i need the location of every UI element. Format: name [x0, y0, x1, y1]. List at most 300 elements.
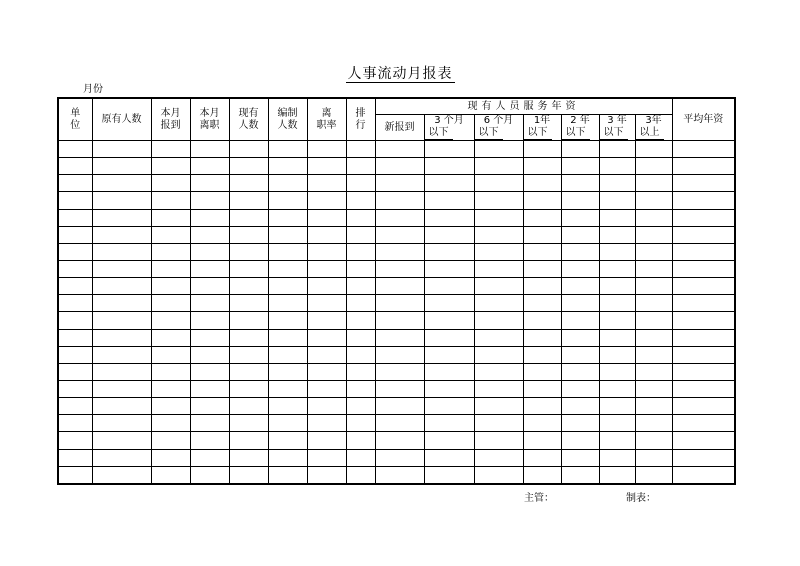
table-cell[interactable]	[58, 329, 92, 346]
table-cell[interactable]	[346, 226, 375, 243]
table-cell[interactable]	[523, 141, 561, 158]
table-cell[interactable]	[307, 175, 346, 192]
table-cell[interactable]	[672, 141, 735, 158]
table-cell[interactable]	[424, 175, 474, 192]
table-cell[interactable]	[268, 209, 307, 226]
table-cell[interactable]	[151, 346, 190, 363]
table-cell[interactable]	[635, 466, 672, 484]
table-cell[interactable]	[635, 363, 672, 380]
table-cell[interactable]	[268, 449, 307, 466]
table-cell[interactable]	[424, 192, 474, 209]
table-cell[interactable]	[523, 415, 561, 432]
table-cell[interactable]	[561, 260, 599, 277]
table-cell[interactable]	[523, 209, 561, 226]
table-cell[interactable]	[599, 346, 635, 363]
table-cell[interactable]	[346, 329, 375, 346]
table-cell[interactable]	[635, 278, 672, 295]
table-cell[interactable]	[635, 415, 672, 432]
table-cell[interactable]	[375, 398, 424, 415]
table-cell[interactable]	[92, 380, 151, 397]
table-cell[interactable]	[424, 432, 474, 449]
table-cell[interactable]	[229, 158, 268, 175]
table-cell[interactable]	[58, 449, 92, 466]
table-cell[interactable]	[58, 363, 92, 380]
table-cell[interactable]	[424, 260, 474, 277]
table-cell[interactable]	[190, 260, 229, 277]
table-cell[interactable]	[151, 243, 190, 260]
table-cell[interactable]	[151, 295, 190, 312]
table-cell[interactable]	[229, 363, 268, 380]
table-cell[interactable]	[307, 380, 346, 397]
table-cell[interactable]	[268, 141, 307, 158]
table-cell[interactable]	[92, 141, 151, 158]
table-cell[interactable]	[635, 295, 672, 312]
table-cell[interactable]	[523, 243, 561, 260]
table-cell[interactable]	[58, 380, 92, 397]
table-cell[interactable]	[229, 278, 268, 295]
table-cell[interactable]	[58, 346, 92, 363]
table-cell[interactable]	[672, 346, 735, 363]
table-cell[interactable]	[268, 158, 307, 175]
table-cell[interactable]	[58, 226, 92, 243]
table-cell[interactable]	[58, 415, 92, 432]
table-cell[interactable]	[523, 175, 561, 192]
table-cell[interactable]	[599, 363, 635, 380]
table-cell[interactable]	[229, 432, 268, 449]
table-cell[interactable]	[229, 329, 268, 346]
table-cell[interactable]	[474, 175, 523, 192]
table-cell[interactable]	[58, 432, 92, 449]
table-cell[interactable]	[92, 243, 151, 260]
table-cell[interactable]	[151, 312, 190, 329]
table-cell[interactable]	[672, 158, 735, 175]
table-cell[interactable]	[561, 192, 599, 209]
table-cell[interactable]	[375, 415, 424, 432]
table-cell[interactable]	[190, 346, 229, 363]
table-cell[interactable]	[151, 415, 190, 432]
table-cell[interactable]	[58, 192, 92, 209]
table-cell[interactable]	[268, 226, 307, 243]
table-cell[interactable]	[635, 329, 672, 346]
table-cell[interactable]	[672, 278, 735, 295]
table-cell[interactable]	[58, 398, 92, 415]
table-cell[interactable]	[229, 415, 268, 432]
table-cell[interactable]	[424, 158, 474, 175]
table-cell[interactable]	[561, 158, 599, 175]
table-cell[interactable]	[523, 192, 561, 209]
table-cell[interactable]	[424, 398, 474, 415]
table-cell[interactable]	[307, 260, 346, 277]
table-cell[interactable]	[346, 363, 375, 380]
table-cell[interactable]	[268, 380, 307, 397]
table-cell[interactable]	[151, 449, 190, 466]
table-cell[interactable]	[561, 141, 599, 158]
table-cell[interactable]	[523, 363, 561, 380]
table-cell[interactable]	[561, 398, 599, 415]
table-cell[interactable]	[307, 158, 346, 175]
table-cell[interactable]	[474, 226, 523, 243]
table-cell[interactable]	[268, 346, 307, 363]
table-cell[interactable]	[561, 329, 599, 346]
table-cell[interactable]	[92, 466, 151, 484]
table-cell[interactable]	[190, 278, 229, 295]
table-cell[interactable]	[672, 260, 735, 277]
table-cell[interactable]	[599, 295, 635, 312]
table-cell[interactable]	[672, 380, 735, 397]
table-cell[interactable]	[92, 175, 151, 192]
table-cell[interactable]	[229, 209, 268, 226]
table-cell[interactable]	[561, 380, 599, 397]
table-cell[interactable]	[635, 260, 672, 277]
table-cell[interactable]	[474, 415, 523, 432]
table-cell[interactable]	[307, 432, 346, 449]
table-cell[interactable]	[268, 432, 307, 449]
table-cell[interactable]	[523, 329, 561, 346]
table-cell[interactable]	[375, 209, 424, 226]
table-cell[interactable]	[424, 466, 474, 484]
table-cell[interactable]	[229, 295, 268, 312]
table-cell[interactable]	[346, 243, 375, 260]
table-cell[interactable]	[561, 175, 599, 192]
table-cell[interactable]	[474, 295, 523, 312]
table-cell[interactable]	[58, 260, 92, 277]
table-cell[interactable]	[599, 415, 635, 432]
table-cell[interactable]	[229, 398, 268, 415]
table-cell[interactable]	[523, 346, 561, 363]
table-cell[interactable]	[268, 466, 307, 484]
table-cell[interactable]	[375, 432, 424, 449]
table-cell[interactable]	[375, 158, 424, 175]
table-cell[interactable]	[190, 380, 229, 397]
table-cell[interactable]	[523, 226, 561, 243]
table-cell[interactable]	[268, 415, 307, 432]
table-cell[interactable]	[268, 329, 307, 346]
table-cell[interactable]	[424, 278, 474, 295]
table-cell[interactable]	[523, 295, 561, 312]
table-cell[interactable]	[268, 260, 307, 277]
table-cell[interactable]	[229, 192, 268, 209]
table-cell[interactable]	[561, 432, 599, 449]
table-cell[interactable]	[424, 346, 474, 363]
table-cell[interactable]	[58, 158, 92, 175]
table-cell[interactable]	[375, 260, 424, 277]
table-cell[interactable]	[635, 226, 672, 243]
table-cell[interactable]	[92, 346, 151, 363]
table-cell[interactable]	[523, 398, 561, 415]
table-cell[interactable]	[92, 209, 151, 226]
table-cell[interactable]	[92, 226, 151, 243]
table-cell[interactable]	[424, 243, 474, 260]
table-cell[interactable]	[92, 312, 151, 329]
table-cell[interactable]	[346, 209, 375, 226]
table-cell[interactable]	[424, 312, 474, 329]
table-cell[interactable]	[268, 295, 307, 312]
table-cell[interactable]	[190, 312, 229, 329]
table-cell[interactable]	[229, 260, 268, 277]
table-cell[interactable]	[523, 449, 561, 466]
table-cell[interactable]	[523, 158, 561, 175]
table-cell[interactable]	[474, 278, 523, 295]
table-cell[interactable]	[268, 243, 307, 260]
table-cell[interactable]	[375, 226, 424, 243]
table-cell[interactable]	[229, 380, 268, 397]
table-cell[interactable]	[151, 226, 190, 243]
table-cell[interactable]	[523, 466, 561, 484]
table-cell[interactable]	[92, 432, 151, 449]
table-cell[interactable]	[375, 363, 424, 380]
table-cell[interactable]	[307, 226, 346, 243]
table-cell[interactable]	[58, 278, 92, 295]
table-cell[interactable]	[346, 192, 375, 209]
table-cell[interactable]	[375, 449, 424, 466]
table-cell[interactable]	[474, 398, 523, 415]
table-cell[interactable]	[561, 449, 599, 466]
table-cell[interactable]	[346, 295, 375, 312]
table-cell[interactable]	[268, 278, 307, 295]
table-cell[interactable]	[307, 243, 346, 260]
table-cell[interactable]	[375, 346, 424, 363]
table-cell[interactable]	[635, 398, 672, 415]
table-cell[interactable]	[635, 449, 672, 466]
table-cell[interactable]	[307, 209, 346, 226]
table-cell[interactable]	[92, 260, 151, 277]
table-cell[interactable]	[346, 278, 375, 295]
table-cell[interactable]	[672, 226, 735, 243]
table-cell[interactable]	[561, 312, 599, 329]
table-cell[interactable]	[268, 312, 307, 329]
table-cell[interactable]	[599, 398, 635, 415]
table-cell[interactable]	[474, 209, 523, 226]
table-cell[interactable]	[424, 141, 474, 158]
table-cell[interactable]	[307, 466, 346, 484]
table-cell[interactable]	[190, 398, 229, 415]
table-cell[interactable]	[672, 243, 735, 260]
table-cell[interactable]	[424, 415, 474, 432]
table-cell[interactable]	[92, 415, 151, 432]
table-cell[interactable]	[375, 175, 424, 192]
table-cell[interactable]	[561, 243, 599, 260]
table-cell[interactable]	[151, 141, 190, 158]
table-cell[interactable]	[346, 466, 375, 484]
table-cell[interactable]	[229, 141, 268, 158]
table-cell[interactable]	[151, 363, 190, 380]
table-cell[interactable]	[190, 449, 229, 466]
table-cell[interactable]	[474, 141, 523, 158]
table-cell[interactable]	[561, 346, 599, 363]
table-cell[interactable]	[561, 466, 599, 484]
table-cell[interactable]	[599, 243, 635, 260]
table-cell[interactable]	[307, 398, 346, 415]
table-cell[interactable]	[561, 295, 599, 312]
table-cell[interactable]	[268, 175, 307, 192]
table-cell[interactable]	[346, 432, 375, 449]
table-cell[interactable]	[523, 432, 561, 449]
table-cell[interactable]	[635, 243, 672, 260]
table-cell[interactable]	[474, 192, 523, 209]
table-cell[interactable]	[599, 141, 635, 158]
table-cell[interactable]	[635, 141, 672, 158]
table-cell[interactable]	[307, 278, 346, 295]
table-cell[interactable]	[474, 346, 523, 363]
table-cell[interactable]	[424, 209, 474, 226]
table-cell[interactable]	[58, 312, 92, 329]
table-cell[interactable]	[190, 243, 229, 260]
table-cell[interactable]	[151, 260, 190, 277]
table-cell[interactable]	[672, 295, 735, 312]
table-cell[interactable]	[190, 192, 229, 209]
table-cell[interactable]	[92, 449, 151, 466]
table-cell[interactable]	[151, 466, 190, 484]
table-cell[interactable]	[92, 295, 151, 312]
table-cell[interactable]	[599, 175, 635, 192]
table-cell[interactable]	[599, 466, 635, 484]
table-cell[interactable]	[635, 346, 672, 363]
table-cell[interactable]	[190, 432, 229, 449]
table-cell[interactable]	[190, 415, 229, 432]
table-cell[interactable]	[92, 278, 151, 295]
table-cell[interactable]	[346, 312, 375, 329]
table-cell[interactable]	[375, 312, 424, 329]
table-cell[interactable]	[307, 141, 346, 158]
table-cell[interactable]	[672, 209, 735, 226]
table-cell[interactable]	[190, 466, 229, 484]
table-cell[interactable]	[424, 363, 474, 380]
table-cell[interactable]	[599, 226, 635, 243]
table-cell[interactable]	[307, 312, 346, 329]
table-cell[interactable]	[307, 415, 346, 432]
table-cell[interactable]	[523, 278, 561, 295]
table-cell[interactable]	[424, 449, 474, 466]
table-cell[interactable]	[229, 346, 268, 363]
table-cell[interactable]	[599, 158, 635, 175]
table-cell[interactable]	[375, 141, 424, 158]
table-cell[interactable]	[375, 192, 424, 209]
table-cell[interactable]	[151, 432, 190, 449]
table-cell[interactable]	[151, 175, 190, 192]
table-cell[interactable]	[346, 415, 375, 432]
table-cell[interactable]	[58, 209, 92, 226]
table-cell[interactable]	[672, 466, 735, 484]
table-cell[interactable]	[474, 329, 523, 346]
table-cell[interactable]	[561, 226, 599, 243]
table-cell[interactable]	[151, 278, 190, 295]
table-cell[interactable]	[229, 175, 268, 192]
table-cell[interactable]	[307, 449, 346, 466]
table-cell[interactable]	[92, 398, 151, 415]
table-cell[interactable]	[474, 466, 523, 484]
table-cell[interactable]	[672, 329, 735, 346]
table-cell[interactable]	[229, 466, 268, 484]
table-cell[interactable]	[307, 363, 346, 380]
table-cell[interactable]	[229, 312, 268, 329]
table-cell[interactable]	[474, 449, 523, 466]
table-cell[interactable]	[229, 449, 268, 466]
table-cell[interactable]	[190, 141, 229, 158]
table-cell[interactable]	[599, 329, 635, 346]
table-cell[interactable]	[268, 192, 307, 209]
table-cell[interactable]	[672, 415, 735, 432]
table-cell[interactable]	[190, 295, 229, 312]
table-cell[interactable]	[190, 363, 229, 380]
table-cell[interactable]	[346, 175, 375, 192]
table-cell[interactable]	[599, 260, 635, 277]
table-cell[interactable]	[599, 209, 635, 226]
table-cell[interactable]	[346, 158, 375, 175]
table-cell[interactable]	[346, 380, 375, 397]
table-cell[interactable]	[561, 415, 599, 432]
table-cell[interactable]	[190, 226, 229, 243]
table-cell[interactable]	[229, 243, 268, 260]
table-cell[interactable]	[672, 432, 735, 449]
table-cell[interactable]	[599, 380, 635, 397]
table-cell[interactable]	[474, 363, 523, 380]
table-cell[interactable]	[561, 363, 599, 380]
table-cell[interactable]	[672, 363, 735, 380]
table-cell[interactable]	[307, 295, 346, 312]
table-cell[interactable]	[375, 466, 424, 484]
table-cell[interactable]	[58, 466, 92, 484]
table-cell[interactable]	[346, 260, 375, 277]
table-cell[interactable]	[151, 158, 190, 175]
table-cell[interactable]	[346, 346, 375, 363]
table-cell[interactable]	[599, 449, 635, 466]
table-cell[interactable]	[346, 398, 375, 415]
table-cell[interactable]	[375, 329, 424, 346]
table-cell[interactable]	[307, 329, 346, 346]
table-cell[interactable]	[190, 175, 229, 192]
table-cell[interactable]	[375, 278, 424, 295]
table-cell[interactable]	[190, 158, 229, 175]
table-cell[interactable]	[375, 243, 424, 260]
table-cell[interactable]	[92, 192, 151, 209]
table-cell[interactable]	[635, 209, 672, 226]
table-cell[interactable]	[635, 192, 672, 209]
table-cell[interactable]	[672, 175, 735, 192]
table-cell[interactable]	[307, 192, 346, 209]
table-cell[interactable]	[375, 380, 424, 397]
table-cell[interactable]	[474, 243, 523, 260]
table-cell[interactable]	[474, 380, 523, 397]
table-cell[interactable]	[635, 158, 672, 175]
table-cell[interactable]	[672, 398, 735, 415]
table-cell[interactable]	[307, 346, 346, 363]
table-cell[interactable]	[346, 141, 375, 158]
table-cell[interactable]	[561, 209, 599, 226]
table-cell[interactable]	[151, 398, 190, 415]
table-cell[interactable]	[151, 380, 190, 397]
table-cell[interactable]	[672, 312, 735, 329]
table-cell[interactable]	[375, 295, 424, 312]
table-cell[interactable]	[599, 312, 635, 329]
table-cell[interactable]	[424, 295, 474, 312]
table-cell[interactable]	[92, 329, 151, 346]
table-cell[interactable]	[599, 432, 635, 449]
table-cell[interactable]	[424, 329, 474, 346]
table-cell[interactable]	[151, 329, 190, 346]
table-cell[interactable]	[151, 209, 190, 226]
table-cell[interactable]	[58, 295, 92, 312]
table-cell[interactable]	[523, 380, 561, 397]
table-cell[interactable]	[474, 312, 523, 329]
table-cell[interactable]	[635, 380, 672, 397]
table-cell[interactable]	[229, 226, 268, 243]
table-cell[interactable]	[58, 243, 92, 260]
table-cell[interactable]	[346, 449, 375, 466]
table-cell[interactable]	[58, 141, 92, 158]
table-cell[interactable]	[474, 260, 523, 277]
table-cell[interactable]	[523, 260, 561, 277]
table-cell[interactable]	[424, 380, 474, 397]
